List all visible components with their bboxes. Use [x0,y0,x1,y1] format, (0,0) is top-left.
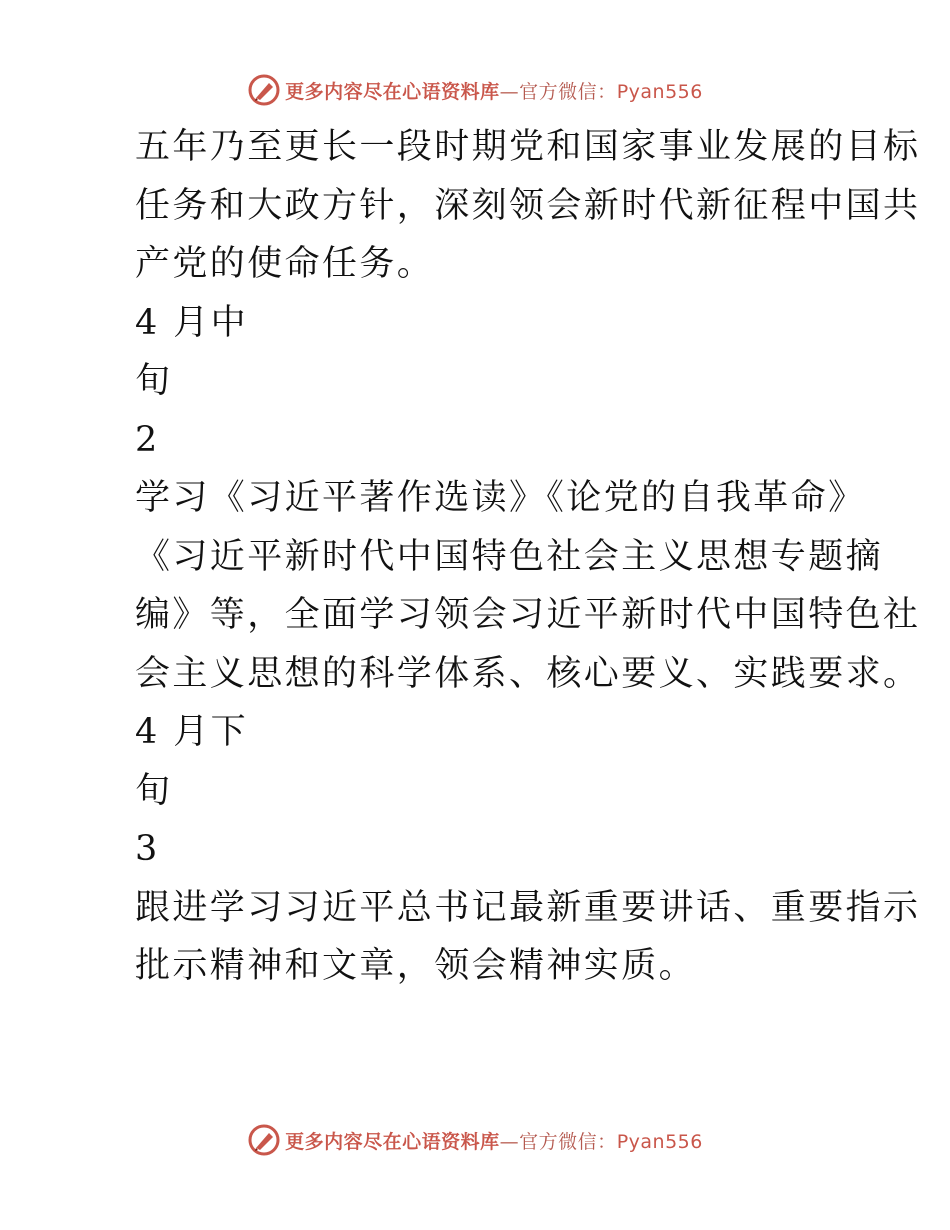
text-line: 五年乃至更长一段时期党和国家事业发展的目标 [135,127,921,167]
watermark-separator: — [499,1130,520,1153]
text-line: 批示精神和文章，领会精神实质。 [135,946,697,986]
text-line: 3 [135,829,160,869]
footer-watermark [0,1120,950,1160]
header-watermark [0,70,950,110]
text-line: 跟进学习习近平总书记最新重要讲话、重要指示 [135,887,921,928]
text-line: 《习近平新时代中国特色社会主义思想专题摘 [135,536,884,577]
text-line: 2 [135,419,160,460]
watermark-main: 更多内容尽在心语资料库 [285,1130,500,1153]
watermark-id: Pyan556 [616,80,703,103]
text-line: 编》等，全面学习领会习近平新时代中国特色社 [135,595,921,635]
text-line: 旬 [135,361,173,401]
watermark-separator: — [499,80,520,103]
text-line: 4 月中 [135,302,248,343]
pen-logo-icon [247,1123,281,1157]
watermark-label: 官方微信： [519,1130,617,1153]
watermark-label: 官方微信： [519,80,617,103]
pen-logo-icon [247,73,281,107]
document-body [135,118,921,996]
text-line: 产党的使命任务。 [135,244,435,284]
text-line: 会主义思想的科学体系、核心要义、实践要求。 [135,653,921,694]
text-line: 任务和大政方针，深刻领会新时代新征程中国共 [135,185,921,226]
text-line: 4 月下 [135,712,248,752]
text-line: 旬 [135,770,173,811]
watermark-id: Pyan556 [616,1130,703,1153]
watermark-text [285,1127,703,1154]
text-line: 学习《习近平著作选读》《论党的自我革命》 [135,478,866,518]
watermark-text [285,77,703,104]
watermark-main: 更多内容尽在心语资料库 [285,80,500,103]
